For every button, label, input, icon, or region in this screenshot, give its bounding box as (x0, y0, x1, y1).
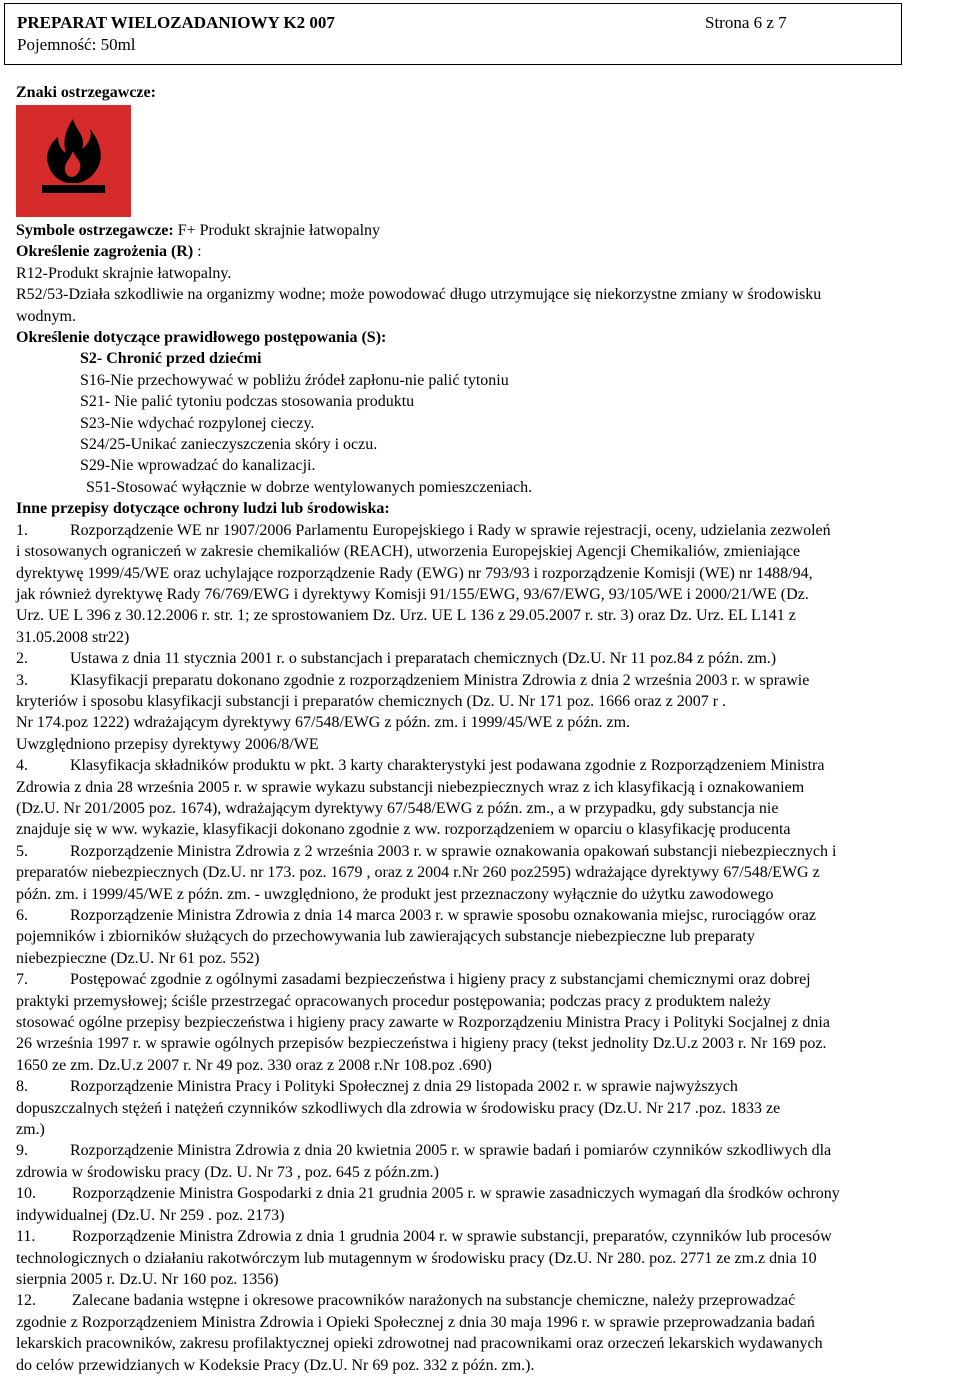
warning-signs-title: Znaki ostrzegawcze: (16, 84, 156, 101)
regulation-text: 26 września 1997 r. w sprawie ogólnych przepisów bezpieczeństwa i higieny pracy (tekst jednolity Dz.U.z 2003 r. Nr 169 poz. (16, 1035, 827, 1053)
flame-icon (16, 105, 131, 217)
regulation-text: do celów przewidzianych w Kodeksie Pracy (Dz.U. Nr 69 poz. 332 z późn. zm.). (16, 1356, 535, 1374)
regulation-text: jak również dyrektywę Rady 76/769/EWG i dyrektywy Komisji 91/155/EWG, 93/67/EWG, 93/105/WE i 2000/21/WE (Dz. (16, 585, 809, 603)
regulation-line (16, 862, 958, 883)
regulation-line (16, 991, 958, 1012)
document-body (16, 220, 958, 1376)
regulation-line (16, 605, 958, 626)
regulation-line (16, 841, 958, 862)
risk-heading (16, 241, 958, 262)
regulation-line (16, 584, 958, 605)
regulation-text: preparatów niebezpiecznych (Dz.U. nr 173. poz. 1679 , oraz z 2004 r.Nr 260 poz2595) wdrażające dyrektywy 67/548/EWG z (16, 864, 820, 882)
regulation-text: kryteriów i sposobu klasyfikacji substancji i preparatów chemicznych (Dz. U. Nr 171 poz. 1666 oraz z 2007 r . (16, 692, 727, 710)
regulation-line (16, 798, 958, 819)
safety-phrase: S51-Stosować wyłącznie w dobrze wentylowanych pomieszczeniach. (86, 478, 533, 496)
regulation-text: Rozporządzenie Ministra Pracy i Polityki Społecznej z dnia 29 listopada 2002 r. w sprawie najwyższych (70, 1078, 738, 1096)
safety-phrase: S23-Nie wdychać rozpylonej cieczy. (80, 414, 315, 432)
risk-heading-label: Określenie zagrożenia (R) (16, 243, 194, 261)
regulation-text: Uwzględniono przepisy dyrektywy 2006/8/WE (16, 735, 319, 753)
regulation-line (16, 712, 958, 733)
regulation-line (16, 691, 958, 712)
regulation-text: Postępować zgodnie z ogólnymi zasadami bezpieczeństwa i higieny pracy z substancjami chemicznymi oraz dobrej (70, 971, 811, 989)
regulation-text: 1650 ze zm. Dz.U.z 2007 r. Nr 49 poz. 330 oraz z 2008 r.Nr 108.poz .690) (16, 1056, 492, 1074)
regulation-number: 11. (16, 1228, 36, 1246)
regulation-text: dopuszczalnych stężeń i natężeń czynników szkodliwych dla zdrowia w środowisku pracy (Dz.U. Nr 217 .poz. 1833 ze (16, 1099, 781, 1117)
regulation-text: lekarskich pracowników, zakresu profilaktycznej opieki zdrowotnej nad pracownikami oraz orzeczeń lekarskich wydawanych (16, 1335, 823, 1353)
regulation-line (16, 1033, 958, 1054)
regulation-line (16, 948, 958, 969)
regulation-number: 1. (16, 521, 28, 539)
safety-heading: Określenie dotyczące prawidłowego postępowania (S): (16, 329, 387, 347)
regulation-line (16, 1119, 958, 1140)
regulation-text: i stosowanych ograniczeń w zakresie chemikaliów (REACH), utworzenia Europejskiej Agencji Chemikaliów, zmieniające (16, 543, 801, 561)
regulation-text: Klasyfikacji preparatu dokonano zgodnie z rozporządzeniem Ministra Zdrowia z dnia 2 września 2003 r. w sprawie (70, 671, 810, 689)
regulation-text: Zalecane badania wstępne i okresowe pracowników narażonych na substancje chemiczne, należy przeprowadzać (72, 1292, 796, 1310)
safety-phrase: S24/25-Unikać zanieczyszczenia skóry i oczu. (80, 436, 378, 454)
regulation-text: Klasyfikacja składników produktu w pkt. 3 karty charakterystyki jest podawana zgodnie z Rozporządzeniem Ministra (70, 757, 825, 775)
regulation-text: dyrektywę 1999/45/WE oraz uchylające rozporządzenie Rady (EWG) nr 793/93 i rozporządzenie Komisji (WE) nr 1488/94, (16, 564, 813, 582)
regulation-number: 12. (16, 1292, 36, 1310)
symbols-value: F+ Produkt skrajnie łatwopalny (173, 222, 381, 239)
regulation-text: technologicznych o działaniu rakotwórczym lub mutagennym w środowisku pracy (Dz.U. Nr 280. poz. 2771 ze zm.z dnia 10 (16, 1249, 817, 1267)
regulation-line (16, 905, 958, 926)
regulation-text: praktyki przemysłowej; ściśle przestrzegać opracowanych procedur postępowania; podczas pracy z produktem należy (16, 992, 771, 1010)
regulation-number: 8. (16, 1078, 28, 1096)
regulation-text: sierpnia 2005 r. Dz.U. Nr 160 poz. 1356) (16, 1270, 279, 1288)
safety-phrase: S16-Nie przechowywać w pobliżu źródeł zapłonu-nie palić tytoniu (80, 371, 509, 389)
regulation-text: Ustawa z dnia 11 stycznia 2001 r. o substancjach i preparatach chemicznych (Dz.U. Nr 11 poz.84 z późn. zm.) (70, 650, 777, 668)
regulation-text: zgodnie z Rozporządzeniem Ministra Zdrowia i Opieki Społecznej z dnia 30 maja 1996 r. w sprawie przeprowadzania badań (16, 1313, 815, 1331)
regulation-text: zdrowia w środowisku pracy (Dz. U. Nr 73 , poz. 645 z późn.zm.) (16, 1163, 439, 1181)
regulation-text: zm.) (16, 1121, 45, 1139)
regulation-line (16, 1290, 958, 1311)
regulation-line (16, 777, 958, 798)
regulation-line (16, 755, 958, 776)
page-number: Strona 6 z 7 (705, 13, 787, 32)
regulation-number: 3. (16, 671, 28, 689)
regulation-text: stosować ogólne przepisy bezpieczeństwa i higieny pracy zawarte w Rozporządzeniu Ministra Pracy i Polityki Socjalnej z dnia (16, 1014, 830, 1032)
safety-phrase: S29-Nie wprowadzać do kanalizacji. (80, 457, 316, 475)
regulation-line (16, 819, 958, 840)
regulation-line (16, 1355, 958, 1376)
regulation-text: (Dz.U. Nr 201/2005 poz. 1674), wdrażającym dyrektywy 67/548/EWG z późn. zm., a w przypadku, gdy substancja nie (16, 799, 779, 817)
regulation-line (16, 926, 958, 947)
regulation-text: Urz. UE L 396 z 30.12.2006 r. str. 1; ze sprostowaniem Dz. Urz. UE L 136 z 29.05.2007 r. str. 3) oraz Dz. Urz. EL L141 z (16, 607, 796, 625)
document-header (4, 3, 902, 65)
regulation-line (16, 884, 958, 905)
regulation-line (16, 1183, 958, 1204)
regulation-line (16, 1162, 958, 1183)
regulation-text: niebezpieczne (Dz.U. Nr 61 poz. 552) (16, 949, 260, 967)
regulation-text: pojemników i zbiorników służących do przechowywania lub zawierających substancje niebezpieczne lub preparaty (16, 928, 755, 946)
regulation-text: Zdrowia z dnia 28 września 2005 r. w sprawie wykazu substancji niebezpiecznych wraz z ich klasyfikacją i oznakowaniem (16, 778, 805, 796)
regulation-line (16, 1312, 958, 1333)
risk-phrase: R52/53-Działa szkodliwie na organizmy wodne; może powodować długo utrzymujące się niekorzystne zmiany w środowisku (16, 286, 822, 304)
regulation-line (16, 1333, 958, 1354)
regulation-line (16, 1205, 958, 1226)
regulation-text: Rozporządzenie Ministra Gospodarki z dnia 21 grudnia 2005 r. w sprawie zasadniczych wymagań dla środków ochrony (72, 1185, 840, 1203)
symbols-label: Symbole ostrzegawcze: (16, 222, 174, 239)
regulation-line (16, 1098, 958, 1119)
regulation-number: 9. (16, 1142, 28, 1160)
regulation-text: Rozporządzenie Ministra Zdrowia z dnia 14 marca 2003 r. w sprawie sposobu oznakowania miejsc, rurociągów oraz (70, 907, 816, 924)
regulation-text: Rozporządzenie Ministra Zdrowia z dnia 1 grudnia 2004 r. w sprawie substancji, preparatów, czynników lub procesów (72, 1228, 832, 1246)
regulation-line (16, 1140, 958, 1161)
other-regulations-heading: Inne przepisy dotyczące ochrony ludzi lub środowiska: (16, 500, 390, 518)
regulation-line (16, 520, 958, 541)
regulation-number: 5. (16, 842, 28, 860)
regulation-text: Nr 174.poz 1222) wdrażającym dyrektywy 67/548/EWG z późn. zm. i 1999/45/WE z późn. zm. (16, 714, 631, 732)
regulation-text: znajduje się w ww. wykazie, klasyfikacji dokonano zgodnie z ww. rozporządzeniem w oparciu o klasyfikację producenta (16, 821, 791, 839)
regulation-text: późn. zm. i 1999/45/WE z późn. zm. - uwzględniono, że produkt jest przeznaczony wyłącznie do użytku zawodowego (16, 885, 774, 903)
regulation-line (16, 627, 958, 648)
product-title: PREPARAT WIELOZADANIOWY K2 007 (17, 13, 335, 32)
regulation-line (16, 541, 958, 562)
regulation-text: Rozporządzenie Ministra Zdrowia z 2 września 2003 r. w sprawie oznakowania opakowań substancji niebezpiecznych i (70, 842, 837, 860)
regulation-line (16, 1269, 958, 1290)
regulation-line (16, 969, 958, 990)
regulation-number: 4. (16, 757, 28, 775)
safety-phrase: S21- Nie palić tytoniu podczas stosowania produktu (80, 393, 415, 411)
regulations-list (16, 520, 958, 1376)
risk-heading-colon: : (193, 243, 202, 261)
regulation-text: 31.05.2008 str22) (16, 628, 130, 646)
regulation-line (16, 734, 958, 755)
regulation-text: Rozporządzenie WE nr 1907/2006 Parlamentu Europejskiego i Rady w sprawie rejestracji, oceny, udzielania zezwoleń (70, 521, 831, 539)
regulation-number: 6. (16, 907, 28, 924)
regulation-text: indywidualnej (Dz.U. Nr 259 . poz. 2173) (16, 1206, 285, 1224)
regulation-line (16, 1076, 958, 1097)
regulation-number: 7. (16, 971, 28, 989)
regulation-line (16, 1012, 958, 1033)
symbols-line (16, 220, 958, 241)
risk-phrase: R12-Produkt skrajnie łatwopalny. (16, 264, 232, 282)
regulation-line (16, 1226, 958, 1247)
regulation-number: 10. (16, 1185, 36, 1203)
regulation-number: 2. (16, 650, 28, 668)
safety-phrase: S2- Chronić przed dziećmi (80, 350, 262, 368)
regulation-text: Rozporządzenie Ministra Zdrowia z dnia 20 kwietnia 2005 r. w sprawie badań i pomiarów czynników szkodliwych dla (70, 1142, 832, 1160)
regulation-line (16, 563, 958, 584)
risk-phrase: wodnym. (16, 307, 76, 325)
regulation-line (16, 670, 958, 691)
capacity: Pojemność: 50ml (17, 35, 136, 54)
regulation-line (16, 1055, 958, 1076)
regulation-line (16, 1248, 958, 1269)
regulation-line (16, 648, 958, 669)
